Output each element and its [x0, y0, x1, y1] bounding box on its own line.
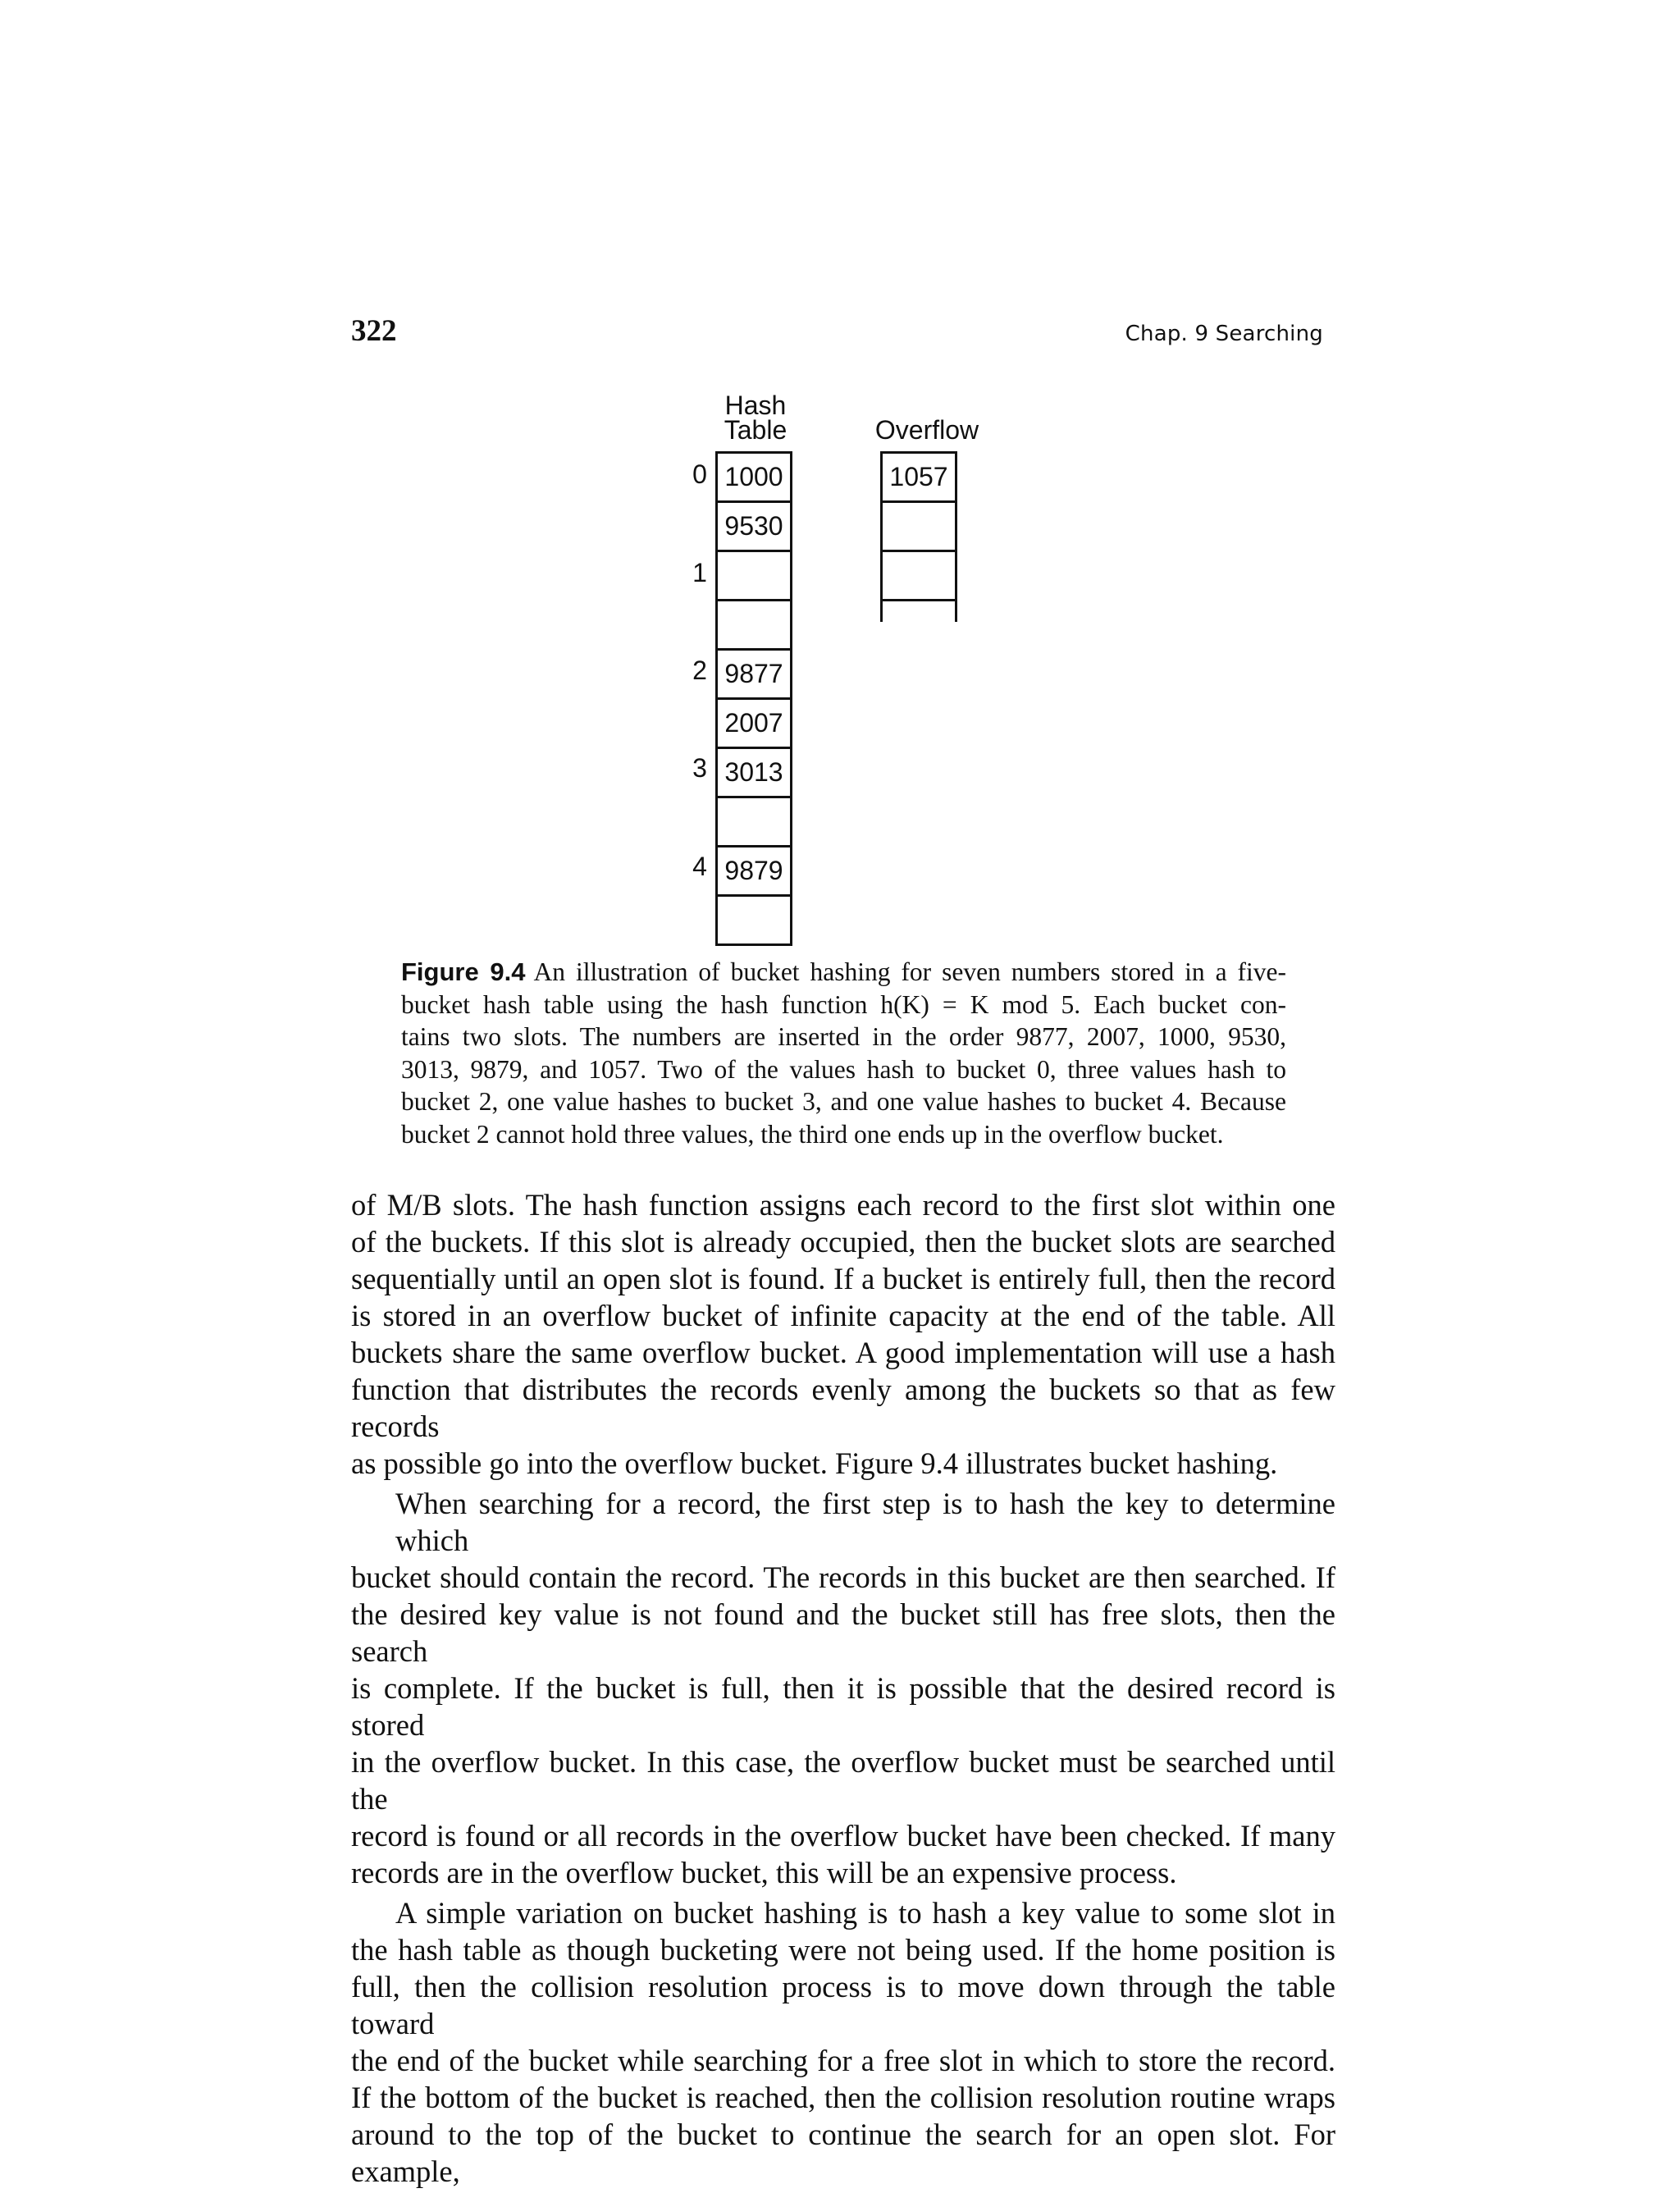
paragraph-1 — [351, 1186, 1335, 1482]
caption-line: bucket 2, one value hashes to bucket 3, and one value hashes to bucket 4. Because — [401, 1087, 1286, 1116]
hash-slot — [715, 894, 792, 946]
text-line: is complete. If the bucket is full, then it is possible that the desired record is stored — [351, 1671, 1335, 1742]
text-line: records are in the overflow bucket, this will be an expensive process. — [351, 1856, 1177, 1889]
text-line: the desired key value is not found and the bucket still has free slots, then the search — [351, 1597, 1335, 1668]
overflow-title: Overflow — [874, 415, 979, 445]
text-line: If the bottom of the bucket is reached, then the collision resolution routine wraps — [351, 2081, 1335, 2114]
hash-slot: 9879 — [715, 845, 792, 897]
text-line: of M/B slots. The hash function assigns each record to the first slot within one — [351, 1188, 1335, 1222]
caption-line: 3013, 9879, and 1057. Two of the values hash to bucket 0, three values hash to — [401, 1054, 1286, 1084]
hash-slot: 9877 — [715, 648, 792, 700]
page-number: 322 — [351, 314, 397, 348]
bucket-index-1: 1 — [692, 558, 707, 587]
text-line: sequentially until an open slot is found. If a bucket is entirely full, then the record — [351, 1262, 1335, 1295]
running-head: Chap. 9 Searching — [1125, 322, 1323, 346]
paragraph-2 — [351, 1485, 1335, 1891]
overflow-slot — [880, 500, 957, 552]
text-line: A simple variation on bucket hashing is to hash a key value to some slot in — [395, 1896, 1335, 1930]
text-line: the hash table as though bucketing were not being used. If the home position is — [351, 1933, 1335, 1967]
body-text — [351, 1186, 1335, 2193]
overflow-slot — [880, 550, 957, 601]
hash-slot: 9530 — [715, 500, 792, 552]
hash-table-title-line2: Table — [724, 415, 788, 445]
figure-label: Figure 9.4 — [401, 957, 526, 986]
caption-line: An illustration of bucket hashing for seven numbers stored in a five- — [533, 957, 1286, 986]
hash-slot — [715, 796, 792, 848]
figure-caption — [401, 956, 1286, 1150]
text-line: bucket should contain the record. The records in this bucket are then searched. If — [351, 1560, 1335, 1594]
caption-line: bucket 2 cannot hold three values, the third one ends up in the overflow bucket. — [401, 1119, 1224, 1149]
bucket-hashing-figure — [0, 0, 1680, 952]
text-line: is stored in an overflow bucket of infinite capacity at the end of the table. All — [351, 1299, 1335, 1332]
hash-slot — [715, 550, 792, 601]
bucket-index-2: 2 — [692, 656, 707, 685]
overflow-slot-open — [880, 599, 957, 622]
text-line: around to the top of the bucket to continue the search for an open slot. For example, — [351, 2118, 1335, 2188]
text-line: of the buckets. If this slot is already occupied, then the bucket slots are searched — [351, 1225, 1335, 1259]
hash-slot — [715, 599, 792, 651]
caption-line: bucket hash table using the hash function h(K) = K mod 5. Each bucket con- — [401, 989, 1286, 1019]
hash-slot: 3013 — [715, 747, 792, 798]
paragraph-3 — [351, 1894, 1335, 2190]
bucket-index-0: 0 — [692, 459, 707, 489]
caption-line: tains two slots. The numbers are inserted in the order 9877, 2007, 1000, 9530, — [401, 1022, 1286, 1051]
hash-slot: 2007 — [715, 697, 792, 749]
hash-slot: 1000 — [715, 451, 792, 503]
text-line: in the overflow bucket. In this case, the overflow bucket must be searched until the — [351, 1745, 1335, 1816]
text-line: as possible go into the overflow bucket. Figure 9.4 illustrates bucket hashing. — [351, 1446, 1278, 1480]
text-line: function that distributes the records evenly among the buckets so that as few records — [351, 1373, 1335, 1443]
overflow-slot: 1057 — [880, 451, 957, 503]
text-line: record is found or all records in the overflow bucket have been checked. If many — [351, 1819, 1335, 1853]
text-line: the end of the bucket while searching for a free slot in which to store the record. — [351, 2044, 1335, 2077]
text-line: full, then the collision resolution process is to move down through the table toward — [351, 1970, 1335, 2040]
text-line: buckets share the same overflow bucket. A good implementation will use a hash — [351, 1336, 1335, 1369]
bucket-index-3: 3 — [692, 753, 707, 783]
bucket-index-4: 4 — [692, 852, 707, 881]
hash-table-title-line1: Hash — [724, 391, 787, 420]
text-line: When searching for a record, the first step is to hash the key to determine which — [395, 1487, 1335, 1557]
